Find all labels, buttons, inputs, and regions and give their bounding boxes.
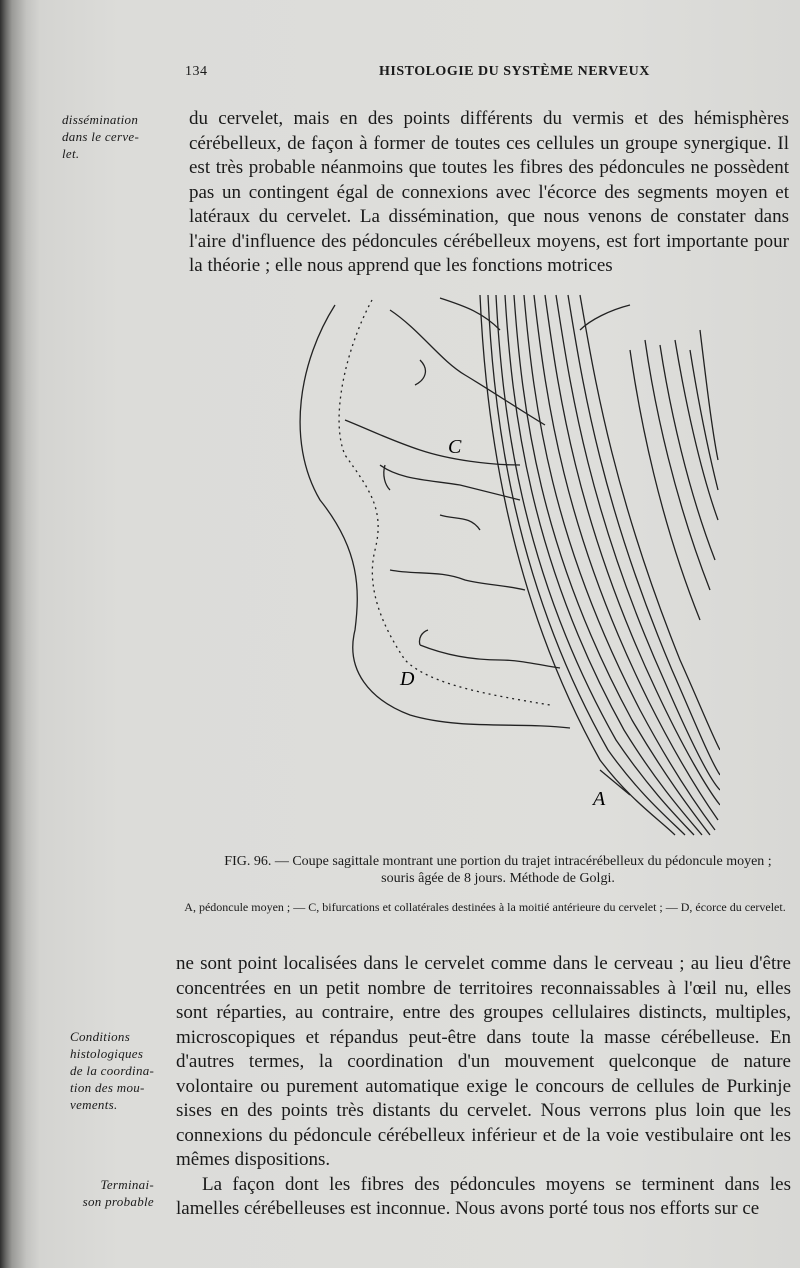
- margin-note-line: Terminai-: [100, 1177, 154, 1192]
- figure-label-a: A: [593, 788, 606, 810]
- margin-note-line: Conditions: [70, 1029, 131, 1044]
- cortex-inner-dotted: [339, 300, 550, 705]
- fiber: [568, 295, 720, 775]
- paragraph-bottom: [176, 952, 791, 1222]
- figure-96-drawing: [290, 290, 720, 840]
- collateral: [390, 310, 545, 425]
- fiber: [488, 295, 685, 835]
- page-number: 134: [185, 64, 208, 79]
- margin-note-terminaison: [70, 1176, 154, 1210]
- collateral: [420, 645, 560, 668]
- margin-note-line: vements.: [70, 1097, 118, 1112]
- margin-note-line: tion des mou-: [70, 1080, 145, 1095]
- figure-legend: A, pédoncule moyen ; — C, bifurcations et collatérales destinées à la moitié antérieure du cervelet ; — D, écorce du cervelet.: [184, 900, 786, 914]
- paragraph-top: [189, 107, 789, 279]
- fiber: [580, 295, 720, 750]
- margin-note-line: let.: [62, 146, 80, 161]
- collateral: [415, 360, 425, 385]
- fiber-fine: [690, 350, 718, 490]
- fiber-fine: [645, 340, 710, 590]
- cortex-outline: [300, 305, 570, 728]
- margin-note-line: son probable: [82, 1194, 154, 1209]
- collateral: [580, 305, 630, 330]
- collateral: [345, 420, 520, 465]
- paragraph-bottom-text-2: La façon dont les fibres des pédoncules moyens se terminent dans les lamelles cérébelleuses est inconnue. Nous avons porté tous nos efforts sur ce: [176, 1173, 791, 1219]
- fiber: [505, 295, 702, 835]
- margin-note-line: de la coordina-: [70, 1063, 155, 1078]
- fiber-fine: [675, 340, 718, 520]
- margin-note-line: histologiques: [70, 1046, 144, 1061]
- paragraph-bottom-text-1: ne sont point localisées dans le cervelet comme dans le cerveau ; au lieu d'être concentrées en un petit nombre de territoires reconnaissables à l'œil nu, elles sont réparties, au contraire, entre des groupes cellulaires distincts, multiples, microscopiques et répandus peut-être dans toute la masse cérébelleuse. En d'autres termes, la coordination d'un mouvement quelconque de nature volontaire ou purement automatique exige le concours de cellules de Purkinje sises en des points très distants du cervelet. Nous verrons plus loin que les connexions du pédoncule cérébelleux inférieur et de la voie vestibulaire ont les mêmes dispositions.: [176, 953, 791, 1170]
- collateral: [390, 570, 525, 590]
- figure-label-d: D: [400, 668, 415, 690]
- margin-note-line: dissémination: [62, 112, 139, 127]
- collateral: [440, 515, 480, 530]
- book-spine-shadow: [0, 0, 26, 1268]
- collateral: [440, 298, 500, 330]
- fiber-fine: [700, 330, 718, 460]
- collateral: [419, 630, 428, 645]
- margin-note-line: dans le cerve-: [62, 129, 140, 144]
- fiber: [514, 295, 710, 835]
- margin-note-dissemination: [62, 111, 139, 162]
- page-header: [185, 64, 785, 86]
- figure-caption: FIG. 96. — Coupe sagittale montrant une portion du trajet intracérébelleux du pédoncule moyen ; souris âgée de 8 jours. Méthode de Golgi.: [224, 854, 772, 886]
- figure-label-c: C: [448, 436, 462, 458]
- running-head: HISTOLOGIE DU SYSTÈME NERVEUX: [379, 64, 650, 79]
- margin-note-conditions: [70, 1028, 154, 1113]
- paragraph-top-text: du cervelet, mais en des points différents du vermis et des hémisphères cérébelleux, de façon à former de toutes ces cellules un groupe synergique. Il est très probable néanmoins que toutes les fibres des pédoncules ne possèdent pas un contingent égal de connexions avec l'écorce des segments moyen et latéraux du cervelet. La dissémination, que nous venons de constater dans l'aire d'influence des pédoncules cérébelleux moyens, est fort importante pour la théorie ; elle nous apprend que les fonctions motrices: [189, 108, 789, 276]
